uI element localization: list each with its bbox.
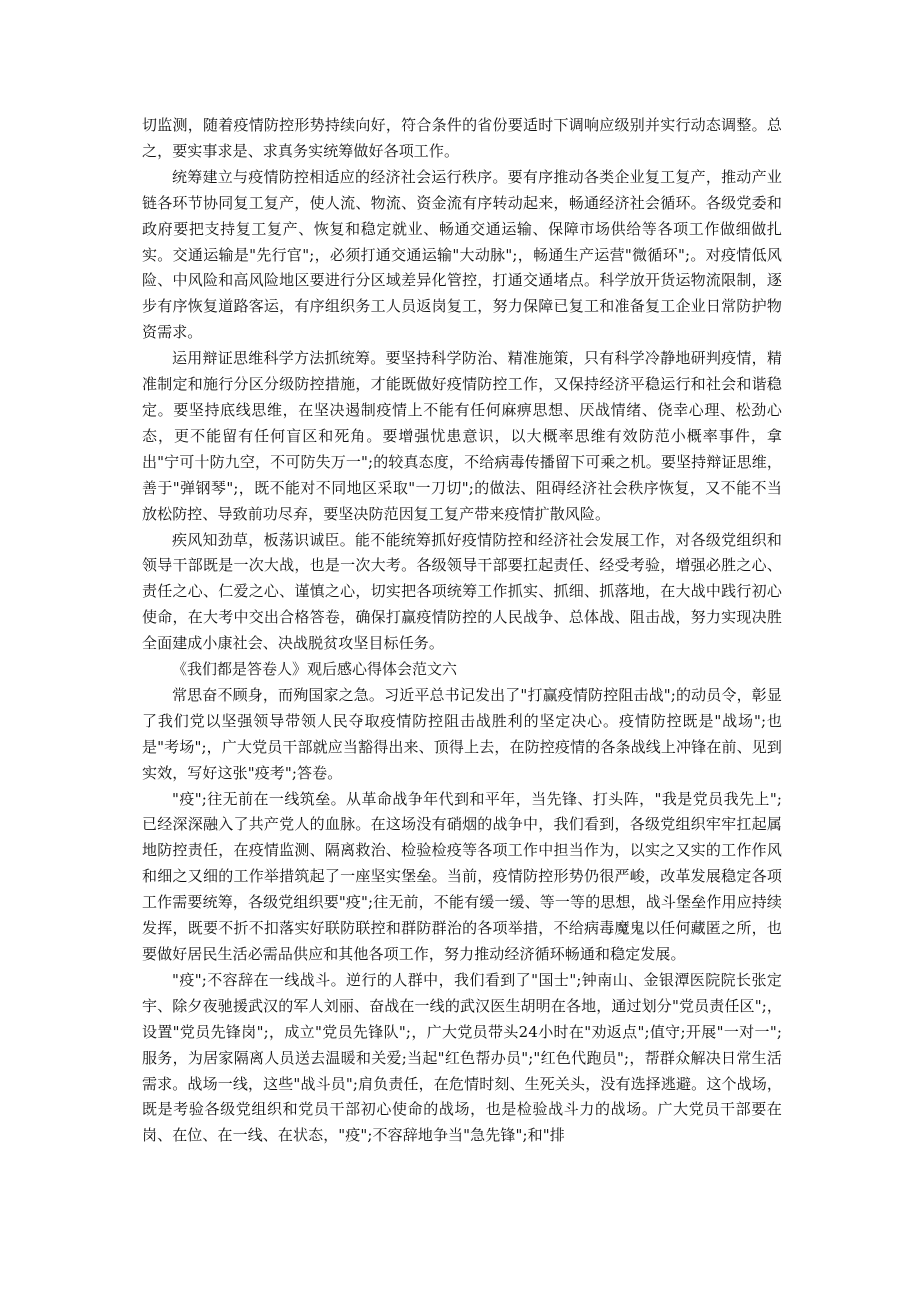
- paragraph-continuation: 切监测，随着疫情防控形势持续向好，符合条件的省份要适时下调响应级别并实行动态调整。总之，要实事求是、求真务实统筹做好各项工作。: [142, 116, 782, 160]
- paragraph-dialectical-thinking: 运用辩证思维科学方法抓统筹。要坚持科学防治、精准施策，只有科学冷静地研判疫情，精准制定和施行分区分级防控措施，才能既做好疫情防控工作，又保持经济平稳运行和社会和谐稳定。要坚持底线思维，在坚决遏制疫情上不能有任何麻痹思想、厌战情绪、侥幸心理、松劲心态，更不能留有任何盲区和死角。要增强忧患意识，以大概率思维有效防范小概率事件，拿出"宁可十防九空，不可防失万一";的较真态度，不给病毒传播留下可乘之机。要坚持辩证思维，善于"弹钢琴";，既不能对不同地区采取"一刀切";的做法、阻碍经济社会秩序恢复，又不能不当放松防控、导致前功尽弃，要坚决防范因复工复产带来疫情扩散风险。: [142, 349, 782, 523]
- paragraph-mobilization: 常思奋不顾身，而殉国家之急。习近平总书记发出了"打赢疫情防控阻击战";的动员令，彰显了我们党以坚强领导带领人民夺取疫情防控阻击战胜利的坚定决心。疫情防控既是"战场";也是"考场";，广大党员干部就应当豁得出来、顶得上去，在防控疫情的各条战线上冲锋在前、见到实效，写好这张"疫考";答卷。: [142, 685, 782, 782]
- paragraph-economic-order: 统筹建立与疫情防控相适应的经济社会运行秩序。要有序推动各类企业复工复产，推动产业链各环节协同复工复产，使人流、物流、资金流有序转动起来，畅通经济社会循环。各级党委和政府要把支持复工复产、恢复和稳定就业、畅通交通运输、保障市场供给等各项工作做细做扎实。交通运输是"先行官";，必须打通交通运输"大动脉";，畅通生产运营"微循环";。对疫情低风险、中风险和高风险地区要进行分区域差异化管控，打通交通堵点。科学放开货运物流限制，逐步有序恢复道路客运，有序组织务工人员返岗复工，努力保障已复工和准备复工企业日常防护物资需求。: [142, 167, 782, 342]
- paragraph-test-of-leaders: 疾风知劲草，板荡识诚臣。能不能统筹抓好疫情防控和经济社会发展工作，对各级党组织和领导干部既是一次大战，也是一次大考。各级领导干部要扛起责任、经受考验，增强必胜之心、责任之心、仁爱之心、谨慎之心，切实把各项统筹工作抓实、抓细、抓落地，在大战中践行初心使命，在大考中交出合格答卷，确保打赢疫情防控的人民战争、总体战、阻击战，努力实现决胜全面建成小康社会、决战脱贫攻坚目标任务。: [142, 530, 782, 653]
- paragraph-frontline-fortress: "疫";往无前在一线筑垒。从革命战争年代到和平年，当先锋、打头阵，"我是党员我先上";已经深深融入了共产党人的血脉。在这场没有硝烟的战争中，我们看到，各级党组织牢牢扛起属地防控责任，在疫情监测、隔离救治、检验检疫等各项工作中担当作为，以实之又实的工作作风和细之又细的工作举措筑起了一座坚实堡垒。当前，疫情防控形势仍很严峻，改革发展稳定各项工作需要统筹，各级党组织要"疫";往无前，不能有缓一缓、等一等的思想，战斗堡垒作用应持续发挥，既要不折不扣落实好联防联控和群防群治的各项举措，不给病毒魔鬼以任何藏匿之所，也要做好居民生活必需品供应和其他各项工作，努力推动经济循环畅通和稳定发展。: [142, 789, 782, 963]
- paragraph-frontline-fight: "疫";不容辞在一线战斗。逆行的人群中，我们看到了"国士";钟南山、金银潭医院院长张定宇、除夕夜驰援武汉的军人刘丽、奋战在一线的武汉医生胡明在各地，通过划分"党员责任区";，设置"党员先锋岗";，成立"党员先锋队";，广大党员带头24小时在"劝返点";值守;开展"一对一";服务，为居家隔离人员送去温暖和关爱;当起"红色帮办员";"红色代跑员";，帮群众解决日常生活需求。战场一线，这些"战斗员";肩负责任，在危情时刻、生死关头，没有选择逃避。这个战场，既是考验各级党组织和党员干部初心使命的战场，也是检验战斗力的战场。广大党员干部要在岗、在位、在一线、在状态，"疫";不容辞地争当"急先锋";和"排: [142, 970, 782, 1145]
- section-heading: 《我们都是答卷人》观后感心得体会范文六: [172, 660, 458, 679]
